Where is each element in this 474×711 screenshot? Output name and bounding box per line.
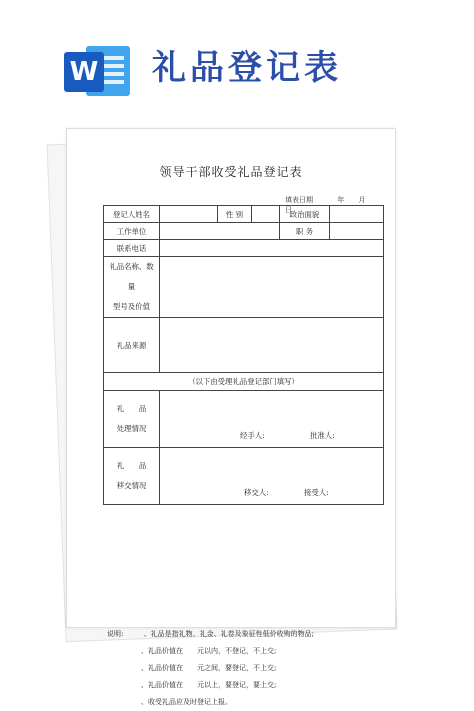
gift-transfer-label-line1: 礼 品 — [116, 461, 147, 470]
gender-field[interactable] — [252, 206, 280, 223]
transferor-label: 移交人: — [244, 488, 269, 497]
receiver-label: 接受人: — [304, 488, 329, 497]
gift-transfer-label-line2: 移交情况 — [116, 481, 147, 490]
note-item: 、礼品价值在 元以内，不登记，不上交; — [141, 647, 277, 655]
document-page — [66, 128, 396, 706]
gift-transfer-field[interactable] — [160, 448, 384, 505]
word-icon-letter: W — [64, 52, 104, 92]
word-document-icon — [64, 40, 130, 102]
note-item: 、礼品价值在 元之间，要登记，不上交; — [141, 664, 277, 672]
gift-name-label-line1: 礼品名称、数量 — [109, 262, 154, 291]
gift-name-field[interactable] — [160, 257, 384, 318]
gender-label: 性 别 — [218, 206, 252, 223]
gift-name-label — [104, 257, 160, 318]
fill-date-day: 日 — [285, 206, 292, 214]
note-item: 、收受礼品应及时登记上报。 — [141, 698, 232, 706]
notes-label: 说明: — [107, 630, 124, 638]
fill-date-month: 月 — [358, 196, 366, 204]
note-item: 、礼品价值在 元以上，要登记，要上交; — [141, 681, 277, 689]
gift-handling-field[interactable] — [160, 391, 384, 448]
handler-label: 经手人: — [240, 431, 265, 440]
notes-section — [107, 626, 367, 711]
dept-section-header: （以下由受理礼品登记部门填写） — [104, 373, 384, 391]
registrant-name-field[interactable] — [160, 206, 218, 223]
banner-header — [0, 0, 474, 118]
political-status-field[interactable] — [330, 206, 384, 223]
work-unit-field[interactable] — [160, 223, 280, 240]
phone-field[interactable] — [160, 240, 384, 257]
work-unit-label: 工作单位 — [104, 223, 160, 240]
document-title: 领导干部收受礼品登记表 — [159, 165, 303, 179]
fill-date-label: 填表日期 — [285, 196, 313, 204]
political-status-label: 政治面貌 — [280, 206, 330, 223]
page-title: 礼品登记表 — [152, 48, 342, 88]
fill-date-year: 年 — [337, 196, 345, 204]
approver-label: 批准人: — [310, 431, 335, 440]
registrant-name-label: 登记人姓名 — [104, 206, 160, 223]
gift-source-field[interactable] — [160, 318, 384, 373]
gift-handling-label-line2: 处理情况 — [116, 424, 147, 433]
position-label: 职 务 — [280, 223, 330, 240]
gift-source-label: 礼品来源 — [104, 318, 160, 373]
gift-registration-table — [103, 205, 384, 505]
phone-label: 联系电话 — [104, 240, 160, 257]
gift-handling-label — [104, 391, 160, 448]
gift-name-label-line2: 型号及价值 — [113, 302, 150, 311]
gift-transfer-label — [104, 448, 160, 505]
gift-handling-label-line1: 礼 品 — [116, 404, 147, 413]
note-item: 说明: 、礼品是指礼物、礼金、礼卷及象征性低价收购的物品; — [107, 630, 314, 638]
position-field[interactable] — [330, 223, 384, 240]
